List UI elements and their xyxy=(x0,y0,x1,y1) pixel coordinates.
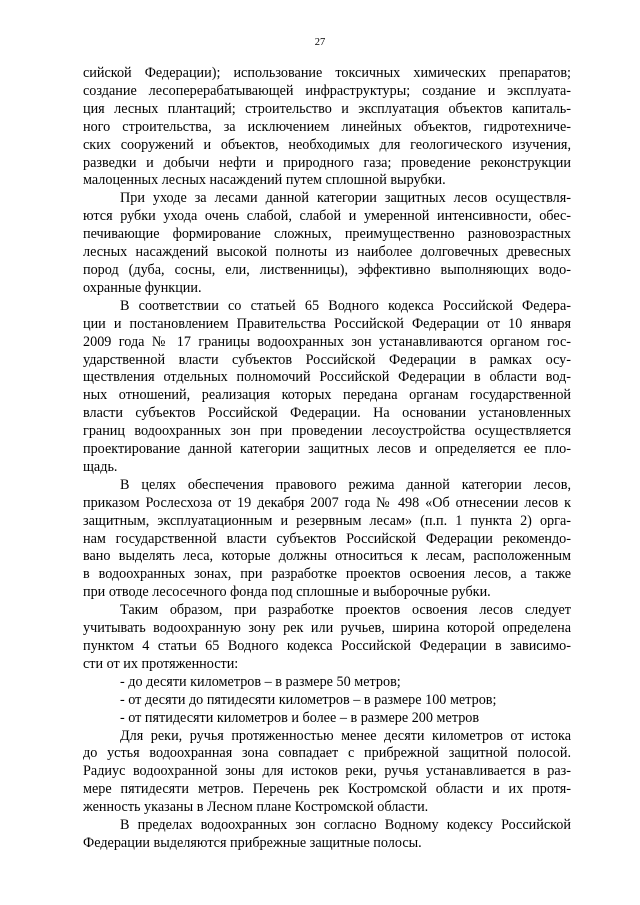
text-line: Радиус водоохранной зоны для истоков реки, ручья устанавливается в раз- xyxy=(83,763,571,780)
text-line: проектирование данной категории защитных лесов и определяется ее пло- xyxy=(83,441,571,458)
text-line: вано выделять леса, которые должны относиться к лесам, расположенным xyxy=(83,548,571,565)
text-line: В целях обеспечения правового режима данной категории лесов, xyxy=(120,476,571,493)
paragraph xyxy=(83,190,571,297)
paragraph xyxy=(83,298,571,477)
text-line: щадь. xyxy=(83,458,118,475)
text-line: в водоохранных зонах, при разработке проектов освоения лесов, а также xyxy=(83,566,571,583)
text-line: ются рубки ухода очень слабой, слабой и умеренной интенсивности, обес- xyxy=(83,208,571,225)
text-line: при отводе лесосечного фонда под сплошные и выборочные рубки. xyxy=(83,584,491,601)
text-line: малоценных лесных насаждений путем сплошной вырубки. xyxy=(83,172,446,189)
text-line: ских сооружений и объектов, необходимых для геологического изучения, xyxy=(83,136,571,153)
text-line: ции и постановлением Правительства Российской Федерации от 10 января xyxy=(83,315,571,332)
text-line: При уходе за лесами данной категории защитных лесов осуществля- xyxy=(120,190,571,207)
text-line: учитывать водоохранную зону рек или ручьев, ширина которой определена xyxy=(83,620,571,637)
text-line: Для реки, ручья протяженностью менее десяти километров от истока xyxy=(120,727,571,744)
text-line: 2009 года № 17 границы водоохранных зон устанавливаются органом гос- xyxy=(83,333,571,350)
paragraph xyxy=(83,477,571,602)
text-line: сийской Федерации); использование токсичных химических препаратов; xyxy=(83,65,571,81)
text-line: создание лесоперерабатывающей инфраструктуры; создание и эксплуата- xyxy=(83,82,571,99)
text-line: Федерации выделяются прибрежные защитные полосы. xyxy=(83,834,422,851)
text-line: мере пятидесяти метров. Перечень рек Костромской области и их протя- xyxy=(83,781,571,798)
text-line: до устья водоохранная зона совпадает с прибрежной защитной полосой. xyxy=(83,745,571,762)
text-line: ных отношений, реализация которых передана органам государственной xyxy=(83,387,571,404)
dash-list xyxy=(83,674,571,728)
text-line: разведки и добычи нефти и природного газа; проведение реконструкции xyxy=(83,154,571,171)
list-item: - от десяти до пятидесяти километров – в размере 100 метров; xyxy=(120,691,497,708)
text-line: сти от их протяженности: xyxy=(83,655,239,672)
document-body xyxy=(83,65,571,853)
text-line: печивающие формирование сложных, преимущественно разновозрастных xyxy=(83,226,571,243)
paragraph xyxy=(83,602,571,674)
text-line: власти субъектов Российской Федерации. На основании установленных xyxy=(83,405,571,422)
text-line: Таким образом, при разработке проектов освоения лесов следует xyxy=(120,602,571,619)
page-number: 27 xyxy=(314,37,326,48)
text-line: ция лесных плантаций; строительство и эксплуатация объектов капиталь- xyxy=(83,100,571,117)
text-line: пород (дуба, сосны, ели, лиственницы), эффективно выполняющих водо- xyxy=(83,261,571,278)
text-line: ударственной власти субъектов Российской Федерации в рамках осу- xyxy=(83,351,571,368)
list-item: - до десяти километров – в размере 50 метров; xyxy=(120,673,401,690)
text-line: лесных насаждений высокой полноты из наиболее долговечных древесных xyxy=(83,244,571,261)
text-line: ществления отдельных полномочий Российской Федерации в области вод- xyxy=(83,369,571,386)
list-item: - от пятидесяти километров и более – в размере 200 метров xyxy=(120,709,480,726)
text-line: охранные функции. xyxy=(83,279,202,296)
paragraph xyxy=(83,817,571,853)
text-line: В пределах водоохранных зон согласно Водному кодексу Российской xyxy=(120,817,571,834)
text-line: границ водоохранных зон при проведении лесоустройства осуществляется xyxy=(83,423,571,440)
text-line: женность указаны в Лесном плане Костромской области. xyxy=(83,799,429,816)
text-line: нам государственной власти субъектов Российской Федерации рекомендо- xyxy=(83,530,571,547)
paragraph xyxy=(83,65,571,190)
text-line: пунктом 4 статьи 65 Водного кодекса Российской Федерации в зависимо- xyxy=(83,638,571,654)
text-line: защитным, эксплуатационным и резервным лесам» (п.п. 1 пункта 2) орга- xyxy=(83,512,571,529)
text-line: В соответствии со статьей 65 Водного кодекса Российской Федера- xyxy=(120,297,571,314)
paragraph xyxy=(83,728,571,818)
text-line: приказом Рослесхоза от 19 декабря 2007 года № 498 «Об отнесении лесов к xyxy=(83,494,571,511)
text-line: ного строительства, за исключением линейных объектов, гидротехниче- xyxy=(83,118,571,135)
